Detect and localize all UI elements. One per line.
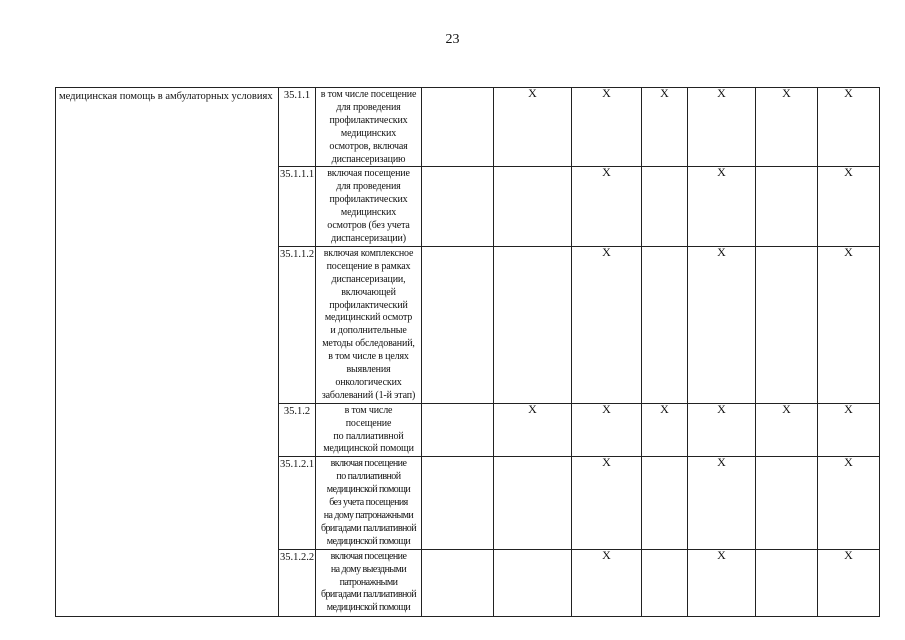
value-cell	[422, 88, 494, 167]
description-line: медицинской помощи	[326, 484, 411, 496]
description-line: и дополнительные	[330, 325, 407, 337]
row-description-cell	[316, 457, 422, 549]
row-code-cell: 35.1.2.2	[279, 549, 316, 616]
description-line: заболеваний (1-й этап)	[321, 389, 416, 401]
description-line: медицинской помощи	[323, 443, 414, 455]
description-line: в том числе	[344, 404, 393, 416]
value-cell	[494, 167, 572, 246]
value-cell	[642, 246, 688, 403]
value-cell: X	[756, 88, 818, 167]
value-cell: X	[818, 549, 880, 616]
description-line: медицинский осмотр	[324, 312, 413, 324]
description-line: диспансеризацию	[331, 153, 406, 165]
row-code-cell: 35.1.1.2	[279, 246, 316, 403]
section-label-cell: медицинская помощь в амбулаторных условиях	[56, 88, 279, 617]
description-line: включающей	[341, 286, 396, 298]
description-line: включая посещение	[330, 458, 407, 470]
value-cell	[494, 457, 572, 549]
value-cell	[642, 457, 688, 549]
description-line: включая посещение	[327, 168, 410, 180]
description-line: осмотров (без учета	[327, 220, 410, 232]
value-cell: X	[818, 457, 880, 549]
description-line: по паллиативной	[333, 430, 404, 442]
table-row	[56, 88, 880, 167]
description-line: включая комплексное	[323, 247, 414, 259]
value-cell: X	[688, 457, 756, 549]
value-cell: X	[572, 549, 642, 616]
row-description-cell	[316, 403, 422, 457]
row-code-cell: 35.1.1	[279, 88, 316, 167]
value-cell: X	[572, 457, 642, 549]
table-body	[56, 88, 880, 617]
description-line: в том числе посещение	[320, 89, 417, 100]
value-cell	[756, 246, 818, 403]
value-cell: X	[494, 403, 572, 457]
row-description-cell	[316, 246, 422, 403]
value-cell: X	[572, 246, 642, 403]
value-cell: X	[688, 167, 756, 246]
value-cell	[422, 403, 494, 457]
value-cell: X	[572, 167, 642, 246]
description-line: включая посещение	[330, 550, 407, 562]
value-cell	[422, 167, 494, 246]
value-cell	[494, 246, 572, 403]
value-cell: X	[688, 246, 756, 403]
value-cell: X	[756, 403, 818, 457]
value-cell: X	[688, 88, 756, 167]
value-cell: X	[572, 403, 642, 457]
description-line: на дому выездными	[330, 563, 407, 575]
description-line: онкологических	[335, 376, 402, 388]
value-cell: X	[642, 403, 688, 457]
value-cell: X	[818, 88, 880, 167]
description-line: диспансеризации,	[331, 273, 406, 285]
description-line: медицинских	[340, 207, 397, 219]
value-cell	[642, 549, 688, 616]
value-cell	[494, 549, 572, 616]
value-cell: X	[688, 403, 756, 457]
description-line: по паллиативной	[336, 471, 401, 483]
value-cell: X	[818, 246, 880, 403]
description-line: медицинских	[340, 127, 397, 139]
value-cell: X	[818, 167, 880, 246]
description-line: посещение	[345, 417, 392, 429]
value-cell: X	[494, 88, 572, 167]
description-line: бригадами паллиативной	[320, 522, 417, 534]
value-cell	[422, 246, 494, 403]
value-cell: X	[818, 403, 880, 457]
value-cell	[756, 457, 818, 549]
description-line: в том числе в целях	[328, 351, 409, 363]
description-line: медицинской помощи	[326, 602, 411, 614]
description-line: бригадами паллиативной	[320, 589, 417, 601]
value-cell: X	[688, 549, 756, 616]
row-code-cell: 35.1.2.1	[279, 457, 316, 549]
value-cell	[422, 457, 494, 549]
value-cell	[642, 167, 688, 246]
row-description-cell	[316, 167, 422, 246]
value-cell	[422, 549, 494, 616]
description-line: для проведения	[336, 181, 401, 193]
row-code-cell: 35.1.1.1	[279, 167, 316, 246]
document-table	[55, 87, 880, 617]
row-code-cell: 35.1.2	[279, 403, 316, 457]
description-line: профилактических	[329, 114, 408, 126]
description-line: диспансеризации)	[331, 232, 406, 244]
description-line: методы обследований,	[322, 338, 415, 350]
value-cell: X	[572, 88, 642, 167]
description-line: без учета посещения	[329, 497, 408, 509]
value-cell	[756, 549, 818, 616]
description-line: на дому патронажными	[323, 510, 414, 521]
row-description-cell	[316, 549, 422, 616]
description-line: посещение в рамках	[326, 260, 411, 272]
value-cell	[756, 167, 818, 246]
description-line: профилактический	[329, 299, 408, 311]
description-line: профилактических	[329, 194, 408, 206]
description-line: медицинской помощи	[326, 535, 411, 547]
description-line: патронажными	[339, 576, 398, 588]
row-description-cell	[316, 88, 422, 167]
page-number: 23	[445, 32, 460, 47]
description-line: выявления	[346, 364, 391, 376]
value-cell: X	[642, 88, 688, 167]
description-line: осмотров, включая	[329, 140, 408, 152]
description-line: для проведения	[336, 101, 401, 113]
